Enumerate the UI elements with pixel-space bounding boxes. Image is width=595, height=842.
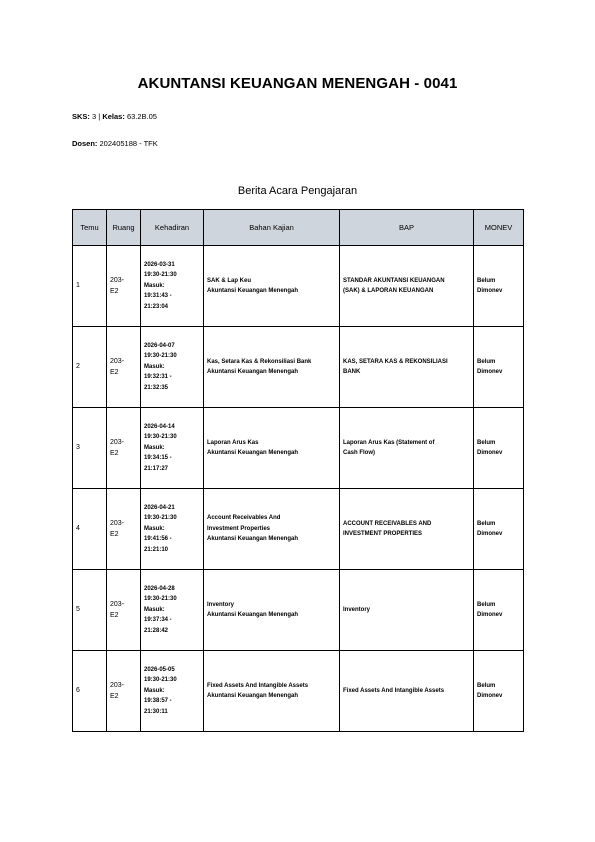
cell-kehadiran-line: 21:17:27 — [144, 465, 169, 472]
cell-bap — [340, 408, 474, 489]
cell-kehadiran-line: 2026-04-07 — [144, 342, 175, 349]
course-info — [72, 112, 157, 121]
cell-bahan-kajian — [204, 246, 340, 327]
cell-bahan-kajian — [204, 570, 340, 651]
sks-value: 3 — [92, 112, 97, 121]
cell-kehadiran-line: 21:32:35 — [144, 384, 169, 391]
cell-kehadiran — [141, 408, 204, 489]
cell-bahan-kajian — [204, 651, 340, 732]
cell-bap-line: BANK — [343, 369, 361, 375]
cell-monev-line: Dimonev — [477, 288, 503, 294]
cell-bap-line: Inventory — [343, 606, 371, 613]
cell-bahan-kajian-line: Account Receivables And — [207, 515, 281, 522]
cell-kehadiran-line: 19:30-21:30 — [144, 353, 177, 360]
cell-kehadiran-line: 2026-04-14 — [144, 423, 175, 430]
cell-monev-line: Belum — [477, 520, 496, 527]
cell-ruang-line: E2 — [110, 450, 119, 457]
cell-monev — [474, 327, 524, 408]
cell-bap-line: Cash Flow) — [343, 450, 376, 456]
cell-kehadiran-line: 19:38:57 - — [144, 698, 172, 705]
cell-ruang — [107, 570, 141, 651]
section-title: Berita Acara Pengajaran — [237, 185, 358, 197]
cell-monev-line: Dimonev — [477, 693, 503, 699]
bap-table — [72, 209, 524, 732]
cell-bahan-kajian-line: SAK & Lap Keu — [207, 277, 252, 284]
cell-kehadiran-line: 2026-05-05 — [144, 666, 175, 673]
cell-bahan-kajian-line: Akuntansi Keuangan Menengah — [207, 288, 299, 294]
cell-temu: 6 — [73, 651, 107, 732]
column-header-kehadiran: Kehadiran — [141, 210, 204, 246]
cell-kehadiran-line: 2026-04-28 — [144, 585, 175, 592]
cell-bap — [340, 651, 474, 732]
cell-kehadiran — [141, 651, 204, 732]
cell-ruang — [107, 246, 141, 327]
cell-monev — [474, 570, 524, 651]
cell-bahan-kajian-line: Kas, Setara Kas & Rekonsiliasi Bank — [207, 358, 312, 365]
cell-kehadiran-line: 19:32:31 - — [144, 374, 172, 381]
cell-bap — [340, 327, 474, 408]
cell-bahan-kajian-line: Laporan Arus Kas — [207, 439, 259, 446]
cell-bahan-kajian-line: Akuntansi Keuangan Menengah — [207, 612, 299, 618]
cell-kehadiran — [141, 489, 204, 570]
cell-bahan-kajian — [204, 489, 340, 570]
cell-kehadiran-line: 19:41:56 - — [144, 536, 172, 543]
table-row — [73, 408, 524, 489]
cell-ruang-line: 203- — [110, 682, 125, 689]
cell-monev-line: Dimonev — [477, 531, 503, 537]
cell-kehadiran-line: 21:21:10 — [144, 546, 169, 553]
cell-kehadiran-line: 21:28:42 — [144, 627, 169, 634]
cell-kehadiran-line: Masuk: — [144, 525, 165, 532]
cell-temu: 5 — [73, 570, 107, 651]
cell-monev-line: Belum — [477, 682, 496, 689]
cell-kehadiran-line: 21:30:11 — [144, 708, 168, 715]
cell-bahan-kajian — [204, 408, 340, 489]
cell-kehadiran-line: 19:34:15 - — [144, 455, 172, 462]
cell-ruang-line: 203- — [110, 439, 125, 446]
cell-kehadiran — [141, 570, 204, 651]
cell-kehadiran — [141, 246, 204, 327]
sks-label: SKS: — [72, 112, 90, 121]
cell-kehadiran-line: 19:37:34 - — [144, 617, 172, 624]
cell-bap-line: STANDAR AKUNTANSI KEUANGAN — [343, 277, 445, 284]
lecturer-info — [72, 139, 158, 148]
table-row — [73, 570, 524, 651]
cell-kehadiran-line: 19:30-21:30 — [144, 272, 177, 279]
cell-kehadiran-line: 19:30-21:30 — [144, 434, 177, 441]
cell-ruang-line: E2 — [110, 531, 119, 538]
table-header-row — [73, 210, 524, 246]
cell-bap — [340, 489, 474, 570]
cell-bap-line: (SAK) & LAPORAN KEUANGAN — [343, 288, 434, 294]
cell-kehadiran-line: 2026-04-21 — [144, 504, 175, 511]
column-header-monev: MONEV — [474, 210, 524, 246]
cell-monev — [474, 651, 524, 732]
cell-bahan-kajian-line: Akuntansi Keuangan Menengah — [207, 450, 299, 456]
cell-bahan-kajian-line: Akuntansi Keuangan Menengah — [207, 536, 299, 543]
cell-temu: 4 — [73, 489, 107, 570]
cell-kehadiran-line: 19:30-21:30 — [144, 515, 177, 522]
cell-kehadiran-line: 2026-03-31 — [144, 261, 175, 268]
cell-kehadiran-line: 21:23:04 — [144, 303, 169, 310]
cell-bahan-kajian — [204, 327, 340, 408]
table-row — [73, 246, 524, 327]
cell-ruang-line: E2 — [110, 693, 119, 700]
cell-ruang-line: 203- — [110, 601, 125, 608]
cell-bahan-kajian-line: Akuntansi Keuangan Menengah — [207, 369, 299, 375]
cell-ruang-line: E2 — [110, 612, 119, 619]
cell-kehadiran-line: Masuk: — [144, 687, 165, 694]
cell-monev-line: Belum — [477, 439, 496, 446]
cell-bahan-kajian-line: Fixed Assets And Intangible Assets — [207, 682, 309, 689]
column-header-bap: BAP — [340, 210, 474, 246]
kelas-label: Kelas: — [102, 112, 125, 121]
dosen-label: Dosen: — [72, 139, 98, 148]
cell-ruang-line: 203- — [110, 358, 125, 365]
cell-kehadiran-line: 19:30-21:30 — [144, 596, 177, 603]
cell-monev-line: Dimonev — [477, 612, 503, 618]
cell-bahan-kajian-line: Inventory — [207, 601, 235, 608]
cell-bap-line: KAS, SETARA KAS & REKONSILIASI — [343, 358, 448, 365]
cell-monev — [474, 489, 524, 570]
cell-monev — [474, 408, 524, 489]
cell-bahan-kajian-line: Akuntansi Keuangan Menengah — [207, 693, 299, 699]
cell-monev-line: Dimonev — [477, 450, 503, 456]
cell-ruang — [107, 489, 141, 570]
cell-ruang-line: 203- — [110, 520, 125, 527]
separator: | — [98, 112, 101, 121]
kelas-value: 63.2B.05 — [126, 112, 157, 121]
cell-monev-line: Dimonev — [477, 369, 503, 375]
cell-ruang — [107, 408, 141, 489]
cell-ruang-line: E2 — [110, 369, 119, 376]
table-row — [73, 651, 524, 732]
cell-monev-line: Belum — [477, 601, 496, 608]
cell-kehadiran-line: Masuk: — [144, 606, 165, 613]
column-header-bahan-kajian: Bahan Kajian — [204, 210, 340, 246]
cell-bap — [340, 246, 474, 327]
cell-bap — [340, 570, 474, 651]
cell-temu: 1 — [73, 246, 107, 327]
cell-ruang-line: 203- — [110, 277, 125, 284]
cell-kehadiran-line: Masuk: — [144, 363, 165, 370]
cell-kehadiran — [141, 327, 204, 408]
table-row — [73, 489, 524, 570]
cell-temu: 2 — [73, 327, 107, 408]
column-header-ruang: Ruang — [107, 210, 141, 246]
dosen-value: 202405188 - TFK — [99, 139, 158, 148]
cell-monev-line: Belum — [477, 358, 496, 365]
column-header-temu: Temu — [73, 210, 107, 246]
cell-kehadiran-line: 19:30-21:30 — [144, 677, 177, 684]
cell-temu: 3 — [73, 408, 107, 489]
cell-monev-line: Belum — [477, 277, 496, 284]
cell-bap-line: Fixed Assets And Intangible Assets — [343, 687, 445, 694]
cell-ruang — [107, 327, 141, 408]
cell-bahan-kajian-line: Investment Properties — [207, 525, 271, 532]
cell-kehadiran-line: 19:31:43 - — [144, 293, 172, 300]
cell-kehadiran-line: Masuk: — [144, 444, 165, 451]
cell-bap-line: INVESTMENT PROPERTIES — [343, 531, 423, 537]
cell-monev — [474, 246, 524, 327]
cell-kehadiran-line: Masuk: — [144, 282, 165, 289]
cell-bap-line: ACCOUNT RECEIVABLES AND — [343, 520, 432, 527]
table-row — [73, 327, 524, 408]
cell-bap-line: Laporan Arus Kas (Statement of — [343, 439, 435, 446]
cell-ruang-line: E2 — [110, 288, 119, 295]
cell-ruang — [107, 651, 141, 732]
page-title: AKUNTANSI KEUANGAN MENENGAH - 0041 — [137, 75, 458, 92]
